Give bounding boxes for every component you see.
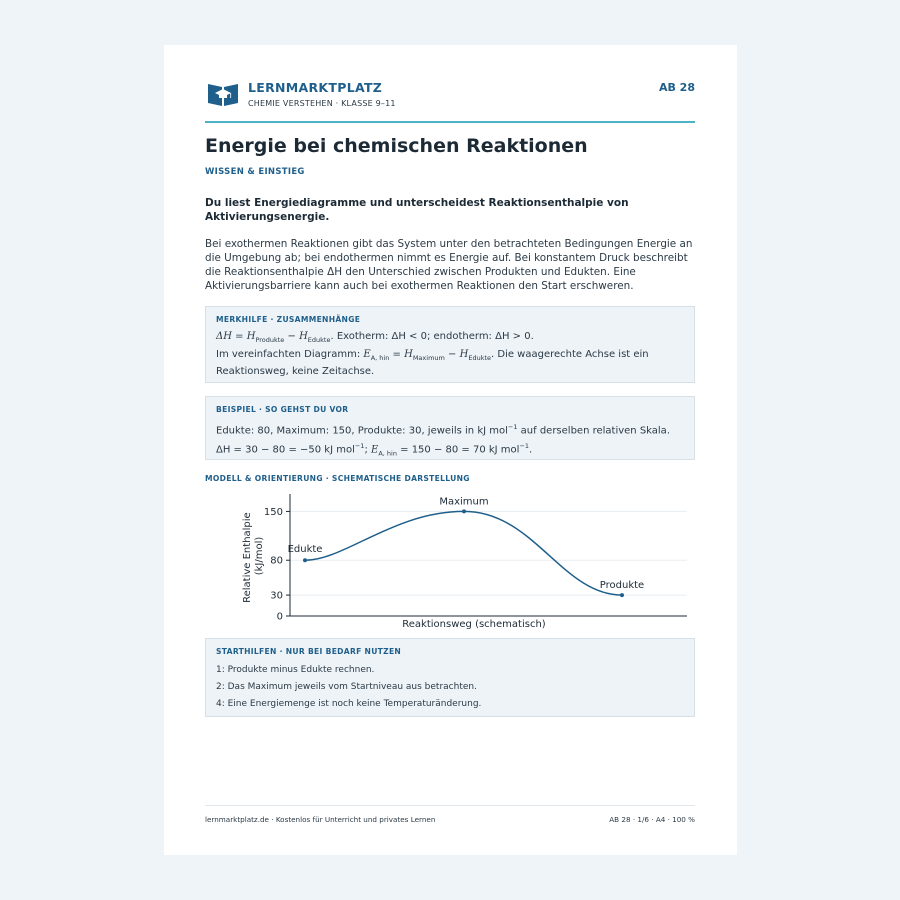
starthilfe-item: 2: Das Maximum jeweils vom Startniveau aus betrachten. bbox=[216, 682, 477, 693]
y-tick-label: 30 bbox=[270, 590, 283, 602]
sub-produkte: Produkte bbox=[255, 336, 285, 344]
intro-paragraph: Bei exothermen Reaktionen gibt das System unter den betrachteten Bedingungen Energie an die Umgebung ab; bei endothermen nimmt es Energie auf. Bei konstantem Druck beschreibt die Reaktionsenthalpie ΔH den Unterschied zwischen Produkten und Edukten. Eine Aktivierungsbarriere kann auch bei exothermen Reaktionen den Start erschweren. bbox=[205, 238, 693, 293]
x-axis-label: Reaktionsweg (schematisch) bbox=[402, 619, 546, 630]
brand-header bbox=[205, 80, 695, 120]
header-divider bbox=[205, 121, 695, 123]
energy-diagram bbox=[235, 486, 705, 631]
point-label: Maximum bbox=[439, 496, 489, 508]
eq-2-sub: A, hin bbox=[378, 449, 397, 458]
starthilfe-item: 4: Eine Energiemenge ist noch keine Temperaturänderung. bbox=[216, 699, 482, 710]
data-point bbox=[462, 509, 466, 513]
sub-ahin: A, hin bbox=[370, 353, 390, 362]
beispiel-box bbox=[205, 396, 695, 460]
y-axis-label bbox=[242, 509, 265, 603]
y-axis-label-line-2: (kJ/mol) bbox=[254, 536, 265, 576]
learning-goal: Du liest Energiediagramme und unterscheidest Reaktionsenthalpie von Aktivierungsenergie. bbox=[205, 197, 629, 223]
starthilfen-box bbox=[205, 638, 695, 717]
sub-edukte: Edukte bbox=[307, 336, 331, 344]
book-graduation-cap-icon bbox=[207, 81, 239, 107]
beispiel-line-1 bbox=[216, 420, 684, 439]
data-point bbox=[303, 558, 307, 562]
page-title: Energie bei chemischen Reaktionen bbox=[205, 135, 588, 157]
eq-1-exp: −1 bbox=[354, 441, 365, 450]
worksheet-page bbox=[164, 45, 737, 855]
y-axis-label-line-1: Relative Enthalpie bbox=[242, 512, 253, 603]
beispiel-eq-2: = 150 − 80 = 70 kJ mol bbox=[396, 444, 520, 456]
chart-kicker: MODELL & ORIENTIERUNG · SCHEMATISCHE DARSTELLUNG bbox=[205, 474, 470, 483]
starthilfen-heading: STARTHILFEN · NUR BEI BEDARF NUTZEN bbox=[216, 647, 402, 656]
merkhilfe-box bbox=[205, 306, 695, 383]
data-point bbox=[620, 593, 624, 597]
beispiel-line-1-text: Edukte: 80, Maximum: 150, Produkte: 30, jeweils in bbox=[216, 425, 478, 437]
y-tick-label: 80 bbox=[270, 555, 283, 567]
energy-curve bbox=[305, 511, 622, 595]
footer-right: AB 28 · 1/6 · A4 · 100 % bbox=[609, 815, 695, 824]
brand-subtitle: CHEMIE VERSTEHEN · KLASSE 9–11 bbox=[248, 99, 396, 108]
merkhilfe-line-1-text: . Exotherm: ΔH < 0; endotherm: ΔH > 0. bbox=[330, 331, 534, 342]
merkhilfe-line-1: $\Delta H = H_{Produkte} - H_{Edukte}$. Exotherm: ΔH < 0; endotherm: ΔH > 0. bbox=[216, 331, 534, 344]
y-tick-label: 150 bbox=[263, 506, 283, 518]
sub-edukte-2: Edukte bbox=[468, 353, 492, 362]
merkhilfe-line-2: Im vereinfachten Diagramm: $E_{A, hin} = H_{Maximum} - H_{Edukte}$. Die waagerechte Achse ist ein Reaktionsweg, keine Zeitachse. bbox=[216, 348, 649, 377]
unit-kjmol: kJ mol bbox=[477, 425, 508, 437]
brand-name: LERNMARKTPLATZ bbox=[248, 80, 383, 95]
footer-left: lernmarktplatz.de · Kostenlos für Unterricht und privates Lernen bbox=[205, 815, 436, 824]
beispiel-line-1-suffix: auf derselben relativen Skala. bbox=[517, 425, 670, 437]
sub-maximum: Maximum bbox=[412, 353, 445, 362]
y-tick-label: 0 bbox=[276, 611, 283, 623]
footer-divider bbox=[205, 805, 695, 806]
starthilfe-item: 1: Produkte minus Edukte rechnen. bbox=[216, 665, 375, 675]
section-kicker: WISSEN & EINSTIEG bbox=[205, 167, 305, 177]
point-label: Edukte bbox=[287, 544, 323, 556]
sheet-id: AB 28 bbox=[658, 81, 695, 94]
eq-2-exp: −1 bbox=[519, 441, 530, 450]
merkhilfe-heading: MERKHILFE · ZUSAMMENHÄNGE bbox=[216, 315, 361, 324]
merkhilfe-line-2-prefix: Im vereinfachten Diagramm: bbox=[216, 348, 364, 360]
beispiel-line-2: ΔH = 30 − 80 = −50 kJ mol$^{-1}$; $E_{A, hin} = 150 - 80 = 70$ kJ mol$^{-1}$. bbox=[216, 441, 533, 458]
merkhilfe-line-2-suffix: . Die waagerechte Achse ist ein Reaktionsweg, keine Zeitachse. bbox=[216, 348, 649, 377]
unit-exp: −1 bbox=[507, 423, 518, 431]
beispiel-eq-1: ΔH = 30 − 80 = −50 kJ mol bbox=[216, 444, 355, 456]
point-label: Produkte bbox=[599, 580, 645, 592]
beispiel-heading: BEISPIEL · SO GEHST DU VOR bbox=[216, 405, 349, 414]
